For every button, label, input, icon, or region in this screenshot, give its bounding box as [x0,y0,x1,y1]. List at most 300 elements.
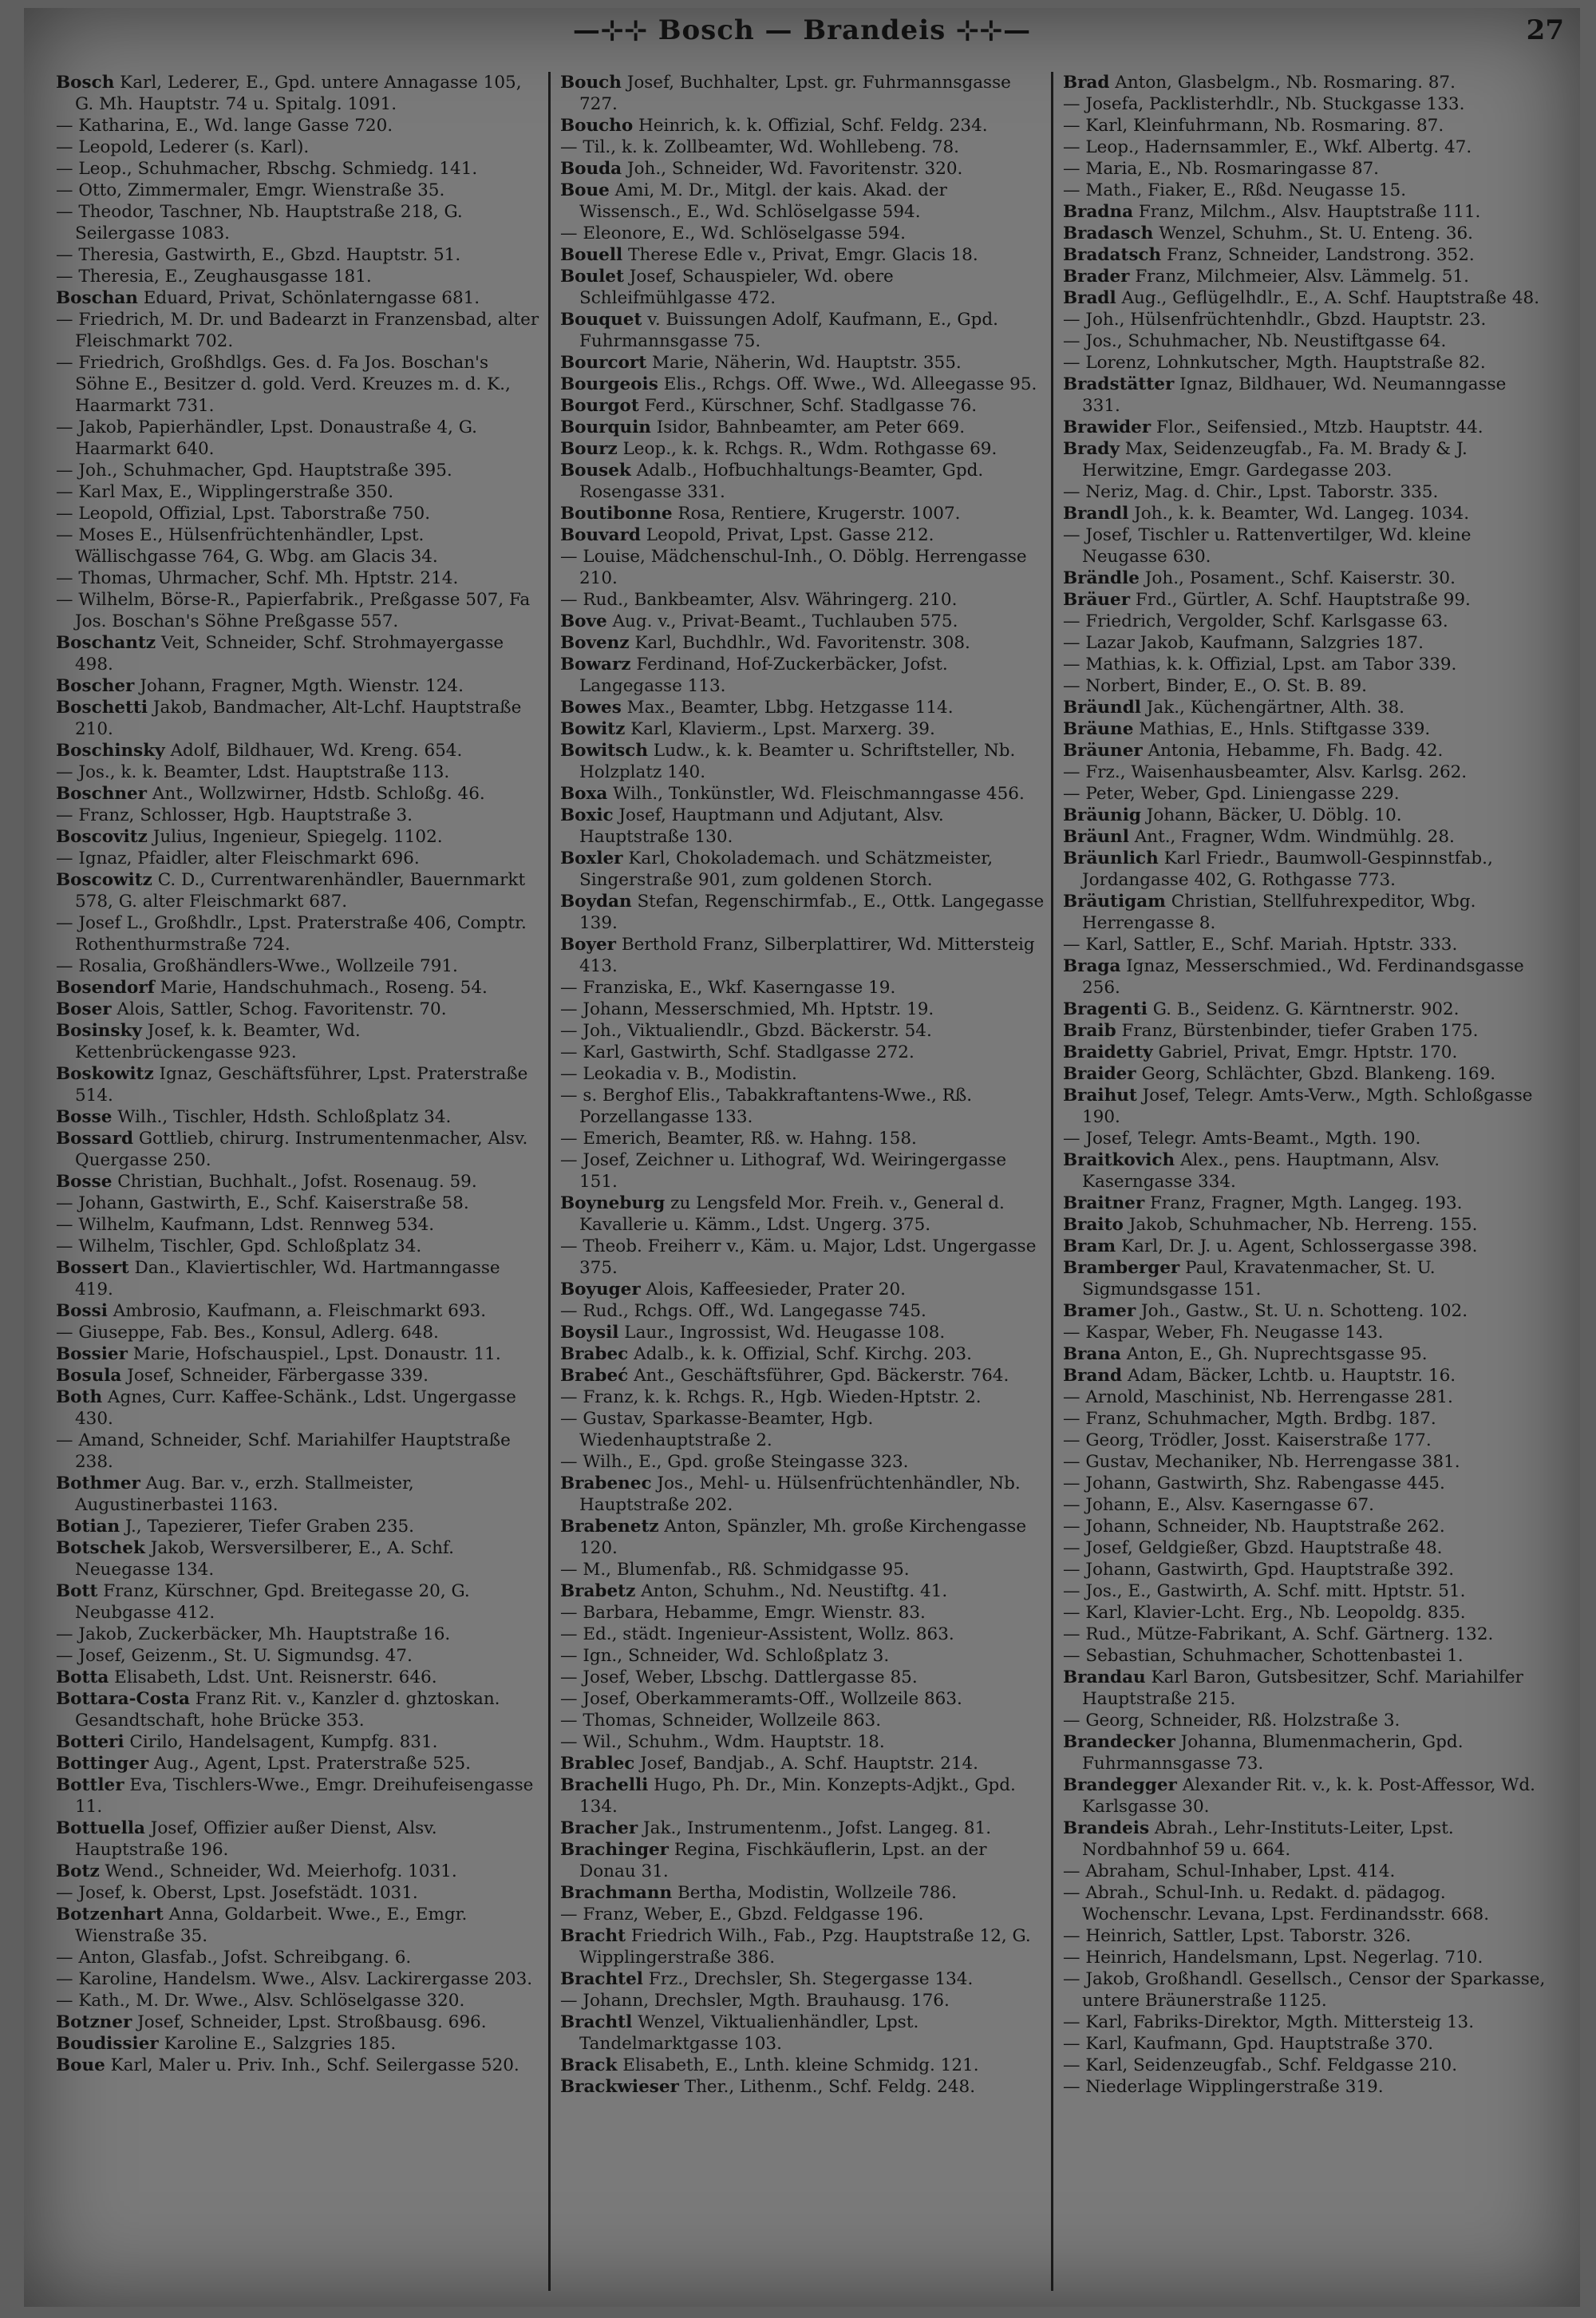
entry-surname: Bottler [56,1775,124,1795]
directory-entry [56,352,543,417]
entry-surname: Bowes [560,698,622,718]
directory-entry [1063,999,1550,1020]
entry-surname: Bottara-Costa [56,1689,190,1709]
entry-details: — Gustav, Mechaniker, Nb. Herrengasse 381. [1063,1452,1460,1472]
entry-surname: Brachtl [560,2012,633,2032]
directory-entry [1063,1580,1550,1602]
entry-surname: Boskowitz [56,1064,154,1084]
entry-details: Joh., Gastw., St. U. n. Schotteng. 102. [1136,1301,1468,1321]
entry-details: Marie, Handschuhmach., Roseng. 54. [154,978,488,998]
directory-entry [1063,1042,1550,1063]
directory-entry [1063,352,1550,374]
directory-entry [1063,180,1550,201]
entry-details: Adolf, Bildhauer, Wd. Kreng. 654. [164,741,463,761]
entry-details: Julius, Ingenieur, Spiegelg. 1102. [147,827,443,847]
entry-details: — Karl, Klavier-Lcht. Erg., Nb. Leopoldg. 835. [1063,1603,1466,1623]
entry-details: Marie, Hofschauspiel., Lpst. Donaustr. 11. [127,1344,501,1364]
entry-details: Mathias, E., Hnls. Stiftgasse 339. [1133,719,1431,739]
directory-entry [560,891,1047,934]
directory-entry [1063,201,1550,223]
entry-surname: Bourquin [560,417,651,437]
directory-entry [1063,2011,1550,2033]
directory-page [24,8,1580,2307]
entry-surname: Brackwieser [560,2077,679,2097]
entry-details: — Josef, Oberkammeramts-Off., Wollzeile 863. [560,1689,962,1709]
directory-entry [560,1580,1047,1602]
entry-surname: Bosse [56,1172,113,1192]
entry-surname: Bosendorf [56,978,155,998]
directory-entry [560,266,1047,309]
entry-details: — Sebastian, Schuhmacher, Schottenbastei 1. [1063,1646,1464,1666]
entry-surname: Bradl [1063,288,1116,308]
entry-details: — Theresia, Gastwirth, E., Gbzd. Hauptstr. 51. [56,245,461,265]
directory-entry [1063,1818,1550,1861]
entry-details: Wend., Schneider, Wd. Meierhofg. 1031. [99,1861,457,1881]
column-2 [560,72,1047,2291]
entry-details: Jakob, Bandmacher, Alt-Lchf. Hauptstraße 210. [75,698,522,739]
directory-entry [1063,589,1550,611]
entry-surname: Botta [56,1667,109,1687]
entry-surname: Brachmann [560,1883,673,1903]
directory-entry [560,1602,1047,1624]
directory-entry [560,848,1047,891]
directory-entry [1063,1343,1550,1365]
entry-details: Ami, M. Dr., Mitgl. der kais. Akad. der Wissensch., E., Wd. Schlöselgasse 594. [579,180,947,222]
directory-entry [560,309,1047,352]
entry-details: — Moses E., Hülsenfrüchtenhändler, Lpst. Wällischgasse 764, G. Wbg. am Glacis 34. [56,525,438,567]
entry-details: — Johann, Schneider, Nb. Hauptstraße 262. [1063,1517,1445,1537]
entry-surname: Bouch [560,73,622,93]
directory-entry [560,1774,1047,1818]
entry-details: Ferd., Kürschner, Schf. Stadlgasse 76. [638,396,978,416]
directory-entry [56,1236,543,1257]
entry-surname: Bott [56,1581,98,1601]
entry-surname: Boser [56,999,112,1019]
directory-entry [1063,1128,1550,1149]
directory-entry [56,1516,543,1537]
directory-entry [56,1731,543,1753]
directory-entry [56,955,543,977]
directory-entry [1063,158,1550,180]
directory-entry [56,1386,543,1430]
directory-entry [1063,697,1550,718]
directory-entry [56,1904,543,1947]
entry-surname: Botzner [56,2012,132,2032]
entry-details: Therese Edle v., Privat, Emgr. Glacis 18. [622,245,978,265]
entry-details: — Abraham, Schul-Inhaber, Lpst. 414. [1063,1861,1396,1881]
directory-entry [56,1990,543,2011]
directory-entry [560,632,1047,654]
entry-details: Laur., Ingrossist, Wd. Heugasse 108. [618,1323,946,1343]
entry-details: Josef, Schauspieler, Wd. obere Schleifmühlgasse 472. [579,267,894,308]
directory-entry [560,1300,1047,1322]
entry-surname: Bracher [560,1818,638,1838]
entry-surname: Bräuer [1063,590,1131,610]
directory-entry [1063,524,1550,568]
entry-details: Ludw., k. k. Beamter u. Schriftsteller, Nb. Holzplatz 140. [579,741,1016,782]
entry-details: Franz, Bürstenbinder, tiefer Graben 175. [1116,1021,1479,1041]
entry-surname: Brad [1063,73,1110,93]
entry-surname: Bosch [56,73,115,93]
entry-details: — Eleonore, E., Wd. Schlöselgasse 594. [560,223,906,243]
entry-details: — Rud., Rchgs. Off., Wd. Langegasse 745. [560,1301,926,1321]
entry-surname: Boyer [560,935,617,955]
entry-details: Wenzel, Viktualienhändler, Lpst. Tandelmarktgasse 103. [579,2012,919,2054]
entry-details: Aug. Bar. v., erzh. Stallmeister, Augustinerbastei 1163. [75,1473,414,1515]
entry-details: Ambrosio, Kaufmann, a. Fleischmarkt 693. [107,1301,487,1321]
directory-entry [1063,1430,1550,1451]
directory-entry [1063,374,1550,417]
directory-entry [56,417,543,460]
directory-entry [56,783,543,805]
directory-entry [56,1947,543,1968]
directory-entry [560,1925,1047,1968]
directory-entry [56,568,543,589]
entry-details: Franz, Schneider, Landstrong. 352. [1161,245,1475,265]
entry-surname: Brablec [560,1754,635,1774]
directory-entry [1063,1020,1550,1042]
entry-surname: Brader [1063,267,1130,287]
directory-entry [1063,1322,1550,1343]
directory-entry [1063,1085,1550,1128]
directory-entry [1063,2076,1550,2098]
entry-details: — Thomas, Uhrmacher, Schf. Mh. Hptstr. 214. [56,568,459,588]
entry-details: — Wilh., E., Gpd. große Steingasse 323. [560,1452,909,1472]
entry-details: — Karl, Fabriks-Direktor, Mgth. Mittersteig 13. [1063,2012,1475,2032]
entry-surname: Botian [56,1517,120,1537]
directory-entry [1063,1947,1550,1968]
entry-details: — Franz, Weber, E., Gbzd. Feldgasse 196. [560,1905,924,1924]
directory-entry [560,1753,1047,1774]
entry-details: Anton, Schuhm., Nd. Neustiftg. 41. [635,1581,948,1601]
entry-details: — Niederlage Wipplingerstraße 319. [1063,2077,1384,2097]
directory-entry [56,1882,543,1904]
directory-entry [1063,1537,1550,1559]
entry-details: — Jos., Schuhmacher, Nb. Neustiftgasse 64. [1063,331,1447,351]
entry-details: Adam, Bäcker, Lchtb. u. Hauptstr. 16. [1122,1366,1456,1386]
entry-details: — Heinrich, Sattler, Lpst. Taborstr. 326. [1063,1926,1412,1946]
entry-surname: Botteri [56,1732,124,1752]
column-1 [56,72,543,2291]
directory-entry [560,72,1047,115]
directory-entry [1063,718,1550,740]
directory-entry [1063,568,1550,589]
directory-entry [560,1085,1047,1128]
entry-details: Paul, Kravatenmacher, St. U. Sigmundsgasse 151. [1082,1258,1436,1299]
directory-entry [1063,1193,1550,1214]
directory-entry [56,460,543,481]
entry-details: v. Buissungen Adolf, Kaufmann, E., Gpd. Fuhrmannsgasse 75. [579,310,998,351]
entry-details: Karoline E., Salzgries 185. [158,2034,397,2054]
directory-entry [56,1580,543,1624]
entry-details: — Johann, Gastwirth, Gpd. Hauptstraße 392. [1063,1560,1455,1580]
entry-details: Aug., Geflügelhdlr., E., A. Schf. Hauptstraße 48. [1116,288,1540,308]
directory-entry [560,460,1047,503]
directory-entry [56,977,543,999]
entry-surname: Brand [1063,1366,1123,1386]
directory-entry [560,1839,1047,1882]
entry-surname: Bradstätter [1063,374,1175,394]
entry-surname: Bräunlich [1063,848,1159,868]
directory-entry [560,1624,1047,1645]
entry-surname: Bossi [56,1301,108,1321]
entry-details: Stefan, Regenschirmfab., E., Ottk. Langegasse 139. [579,892,1045,933]
entry-details: Wenzel, Schuhm., St. U. Enteng. 36. [1153,223,1474,243]
entry-surname: Brandl [1063,504,1129,524]
entry-details: — Johann, Messerschmied, Mh. Hptstr. 19. [560,999,934,1019]
entry-details: Ant., Fragner, Wdm. Windmühlg. 28. [1128,827,1455,847]
entry-details: — Georg, Schneider, Rß. Holzstraße 3. [1063,1711,1400,1731]
entry-surname: Bradatsch [1063,245,1162,265]
entry-details: Marie, Näherin, Wd. Hauptstr. 355. [646,353,962,373]
entry-details: — Friedrich, Großhdlgs. Ges. d. Fa Jos. Boschan's Söhne E., Besitzer d. gold. Verd. Kreuzes m. d. K., Haarmarkt 731. [56,353,511,416]
entry-surname: Bousek [560,461,631,481]
entry-details: Anton, Glasbelgm., Nb. Rosmaring. 87. [1109,73,1456,93]
entry-details: Max, Seidenzeugfab., Fa. M. Brady & J. Herwitzine, Emgr. Gardegasse 203. [1082,439,1468,481]
entry-surname: Brachinger [560,1840,669,1860]
entry-surname: Boudissier [56,2034,159,2054]
running-title: —⊹⊹ Bosch — Brandeis ⊹⊹— [572,14,1032,46]
entry-surname: Botzenhart [56,1905,164,1924]
directory-entry [56,912,543,955]
entry-details: Karl, Maler u. Priv. Inh., Schf. Seilergasse 520. [105,2055,519,2075]
directory-entry [56,1430,543,1473]
entry-surname: Brabetz [560,1581,636,1601]
directory-entry [560,718,1047,740]
directory-entry [56,244,543,266]
entry-details: Abrah., Lehr-Instituts-Leiter, Lpst. Nordbahnhof 59 u. 664. [1082,1818,1454,1860]
entry-surname: Bottinger [56,1754,149,1774]
entry-details: Ther., Lithenm., Schf. Feldg. 248. [678,2077,976,2097]
directory-entry [1063,1494,1550,1516]
entry-details: Hugo, Ph. Dr., Min. Konzepts-Adjkt., Gpd. 134. [579,1775,1016,1817]
directory-entry [56,309,543,352]
entry-details: — Gustav, Sparkasse-Beamter, Hgb. Wiedenhauptstraße 2. [560,1409,874,1450]
directory-entry [1063,1667,1550,1710]
entry-details: — Leop., Hadernsammler, E., Wkf. Albertg. 47. [1063,137,1472,157]
entry-surname: Bosse [56,1107,113,1127]
entry-details: Alexander Rit. v., k. k. Post-Affessor, Wd. Karlsgasse 30. [1082,1775,1535,1817]
entry-details: G. B., Seidenz. G. Kärntnerstr. 902. [1147,999,1460,1019]
entry-details: — Jos., E., Gastwirth, A. Schf. mitt. Hptstr. 51. [1063,1581,1466,1601]
directory-entry [1063,1386,1550,1408]
directory-entry [1063,136,1550,158]
entry-surname: Boschan [56,288,138,308]
directory-entry [56,999,543,1020]
entry-surname: Brabeć [560,1366,629,1386]
directory-entry [1063,675,1550,697]
entry-surname: Boschinsky [56,741,165,761]
entry-details: — Josef L., Großhdlr., Lpst. Praterstraße 406, Comptr. Rothenthurmstraße 724. [56,913,527,955]
directory-entry [560,1020,1047,1042]
entry-surname: Boscher [56,676,135,696]
directory-entry [1063,1300,1550,1322]
directory-entry [56,1257,543,1300]
directory-entry [56,740,543,761]
directory-entry [1063,1774,1550,1818]
entry-details: Johann, Bäcker, U. Döblg. 10. [1140,805,1402,825]
entry-surname: Bothmer [56,1473,140,1493]
entry-surname: Boue [560,180,610,200]
entry-details: — Theodor, Taschner, Nb. Hauptstraße 218, G. Seilergasse 1083. [56,202,463,243]
directory-entry [1063,1602,1550,1624]
entry-details: — Rud., Bankbeamter, Alsv. Währingerg. 210. [560,590,958,610]
entry-details: — Katharina, E., Wd. lange Gasse 720. [56,116,393,136]
entry-details: — Jakob, Zuckerbäcker, Mh. Hauptstraße 16. [56,1624,451,1644]
directory-entry [560,374,1047,395]
entry-details: Josef, Offizier außer Dienst, Alsv. Hauptstraße 196. [75,1818,437,1860]
directory-entry [560,1516,1047,1559]
column-3 [1063,72,1550,2291]
entry-details: — Johann, Gastwirth, E., Schf. Kaiserstraße 58. [56,1193,469,1213]
directory-entry [1063,611,1550,632]
entry-details: — Ed., städt. Ingenieur-Assistent, Wollz. 863. [560,1624,954,1644]
entry-details: Jak., Küchengärtner, Alth. 38. [1140,698,1405,718]
entry-surname: Boyneburg [560,1193,666,1213]
directory-entry [56,2033,543,2055]
directory-entry [56,1753,543,1774]
directory-entry [560,1193,1047,1236]
entry-surname: Bottuella [56,1818,145,1838]
entry-details: Eduard, Privat, Schönlaterngasse 681. [137,288,480,308]
entry-details: — Amand, Schneider, Schf. Mariahilfer Hauptstraße 238. [56,1430,511,1472]
directory-entry [1063,805,1550,826]
entry-details: — Rosalia, Großhändlers-Wwe., Wollzeile 791. [56,956,458,976]
entry-details: Karl, Buchdhlr., Wd. Favoritenstr. 308. [629,633,970,653]
directory-entry [560,1818,1047,1839]
entry-surname: Brandau [1063,1667,1146,1687]
entry-surname: Bowarz [560,655,631,674]
directory-entry [56,1645,543,1667]
entry-details: — Wilhelm, Börse-R., Papierfabrik., Preßgasse 507, Fa Jos. Boschan's Söhne Preßgasse 557. [56,590,531,631]
directory-entry [56,1473,543,1516]
entry-surname: Braitkovich [1063,1150,1175,1170]
directory-entry [560,1731,1047,1753]
entry-details: — Heinrich, Handelsmann, Lpst. Negerlag. 710. [1063,1948,1483,1968]
entry-surname: Bradna [1063,202,1134,222]
entry-details: Franz Rit. v., Kanzler d. ghztoskan. Gesandtschaft, hohe Brücke 353. [75,1689,500,1731]
directory-entry [56,72,543,115]
entry-details: Joh., k. k. Beamter, Wd. Langeg. 1034. [1128,504,1470,524]
directory-entry [1063,1257,1550,1300]
entry-details: — Leop., Schuhmacher, Rbschg. Schmiedg. 141. [56,159,478,179]
directory-entry [560,2076,1047,2098]
entry-details: — Leokadia v. B., Modistin. [560,1064,797,1084]
directory-entry [56,503,543,524]
entry-details: — Karl Max, E., Wipplingerstraße 350. [56,482,394,502]
entry-details: — Abrah., Schul-Inh. u. Redakt. d. pädagog. Wochenschr. Levana, Lpst. Ferdinandsstr. 668. [1063,1883,1490,1924]
directory-entry [56,266,543,287]
entry-details: — Kath., M. Dr. Wwe., Alsv. Schlöselgasse 320. [56,1991,465,2011]
directory-entry [560,1128,1047,1149]
directory-entry [1063,1063,1550,1085]
directory-entry [560,589,1047,611]
directory-entry [560,1322,1047,1343]
entry-details: Frd., Gürtler, A. Schf. Hauptstraße 99. [1130,590,1471,610]
entry-details: Karl, Dr. J. u. Agent, Schlossergasse 398. [1116,1236,1478,1256]
entry-surname: Bove [560,611,607,631]
entry-surname: Brachelli [560,1775,649,1795]
directory-entry [1063,1214,1550,1236]
directory-entry [560,1968,1047,1990]
page-number: 27 [1526,14,1564,46]
directory-entry [560,654,1047,697]
entry-surname: Bramer [1063,1301,1136,1321]
entry-details: — Theob. Freiherr v., Käm. u. Major, Ldst. Ungergasse 375. [560,1236,1037,1278]
entry-details: Franz, Fragner, Mgth. Langeg. 193. [1144,1193,1463,1213]
directory-entry [1063,1624,1550,1645]
entry-details: — Jakob, Großhandl. Gesellsch., Censor der Sparkasse, untere Bräunerstraße 1125. [1063,1969,1546,2011]
entry-surname: Brachtel [560,1969,643,1989]
entry-surname: Braito [1063,1215,1124,1235]
entry-details: — Franz, Schuhmacher, Mgth. Brdbg. 187. [1063,1409,1436,1429]
entry-details: Rosa, Rentiere, Krugerstr. 1007. [672,504,961,524]
directory-entry [1063,115,1550,136]
entry-details: Aug., Agent, Lpst. Praterstraße 525. [148,1754,472,1774]
entry-details: — Karl, Sattler, E., Schf. Mariah. Hptstr. 333. [1063,935,1458,955]
directory-entry [560,611,1047,632]
directory-entry [560,115,1047,136]
entry-details: — Leopold, Lederer (s. Karl). [56,137,310,157]
entry-details: — Josef, k. Oberst, Lpst. Josefstädt. 1031. [56,1883,418,1903]
directory-entry [1063,503,1550,524]
directory-entry [56,869,543,912]
entry-surname: Bouvard [560,525,641,545]
directory-entry [1063,1149,1550,1193]
entry-surname: Bourz [560,439,618,459]
entry-details: Johann, Fragner, Mgth. Wienstr. 124. [134,676,464,696]
entry-details: Heinrich, k. k. Offizial, Schf. Feldg. 234. [633,116,988,136]
directory-entry [560,524,1047,546]
entry-surname: Braib [1063,1021,1116,1041]
entry-details: — Kaspar, Weber, Fh. Neugasse 143. [1063,1323,1384,1343]
directory-entry [56,1171,543,1193]
entry-details: — Josef, Zeichner u. Lithograf, Wd. Weiringergasse 151. [560,1150,1007,1192]
directory-entry [56,136,543,158]
entry-details: — Wilhelm, Kaufmann, Ldst. Rennweg 534. [56,1215,435,1235]
entry-details: — Josef, Weber, Lbschg. Dattlergasse 85. [560,1667,918,1687]
directory-entry [560,1473,1047,1516]
entry-surname: Bossert [56,1258,129,1278]
entry-details: — Ignaz, Pfaidler, alter Fleischmarkt 696. [56,848,420,868]
entry-surname: Bracht [560,1926,626,1946]
entry-details: Jak., Instrumentenm., Jofst. Langeg. 81. [638,1818,992,1838]
directory-entry [560,1451,1047,1473]
directory-entry [1063,1365,1550,1386]
entry-details: Ignaz, Messerschmied., Wd. Ferdinandsgasse 256. [1082,956,1524,998]
entry-surname: Bram [1063,1236,1116,1256]
directory-entry [560,417,1047,438]
entry-details: — Peter, Weber, Gpd. Liniengasse 229. [1063,784,1400,804]
directory-entry [560,503,1047,524]
directory-entry [560,1042,1047,1063]
entry-details: — Neriz, Mag. d. Chir., Lpst. Taborstr. 335. [1063,482,1439,502]
entry-details: Georg, Schlächter, Gbzd. Blankeng. 169. [1136,1064,1496,1084]
entry-details: Ant., Wollzwirner, Hdstb. Schloßg. 46. [146,784,485,804]
entry-surname: Bräunig [1063,805,1141,825]
entry-details: Alois, Sattler, Schog. Favoritenstr. 70. [111,999,447,1019]
directory-entry [56,1968,543,1990]
entry-details: Jakob, Schuhmacher, Nb. Herreng. 155. [1123,1215,1478,1235]
directory-entry [560,1559,1047,1580]
entry-details: — Josefa, Packlisterhdlr., Nb. Stuckgasse 133. [1063,94,1465,114]
directory-entry [1063,1473,1550,1494]
directory-entry [560,999,1047,1020]
entry-details: — Karl, Seidenzeugfab., Schf. Feldgasse 210. [1063,2055,1458,2075]
entry-surname: Bräuner [1063,741,1143,761]
directory-entry [56,848,543,869]
directory-entry [560,740,1047,783]
